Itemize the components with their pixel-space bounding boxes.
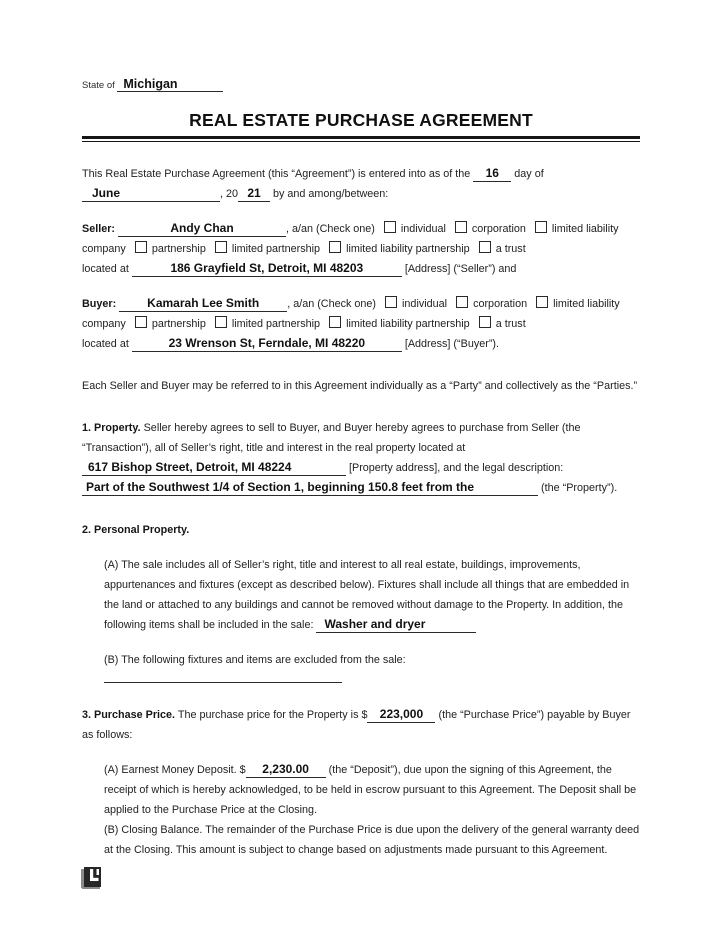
section-3-purchase-price (82, 705, 640, 745)
located-at-label: located at (82, 263, 129, 275)
section-1-body (82, 418, 640, 458)
checkbox-icon[interactable] (479, 241, 491, 253)
section-2-para-b-text: (B) The following fixtures and items are excluded from the sale: (104, 654, 406, 666)
legal-description-suffix: (the “Property”). (541, 482, 618, 494)
option-label: limited partnership (231, 318, 321, 330)
checkbox-icon[interactable] (329, 241, 341, 253)
intro-text-before-day: This Real Estate Purchase Agreement (this “Agreement”) is entered into as of the (82, 168, 471, 180)
excluded-items-blank[interactable] (104, 682, 342, 683)
seller-name-field[interactable]: Andy Chan (118, 221, 286, 237)
seller-address-field[interactable]: 186 Grayfield St, Detroit, MI 48203 (132, 261, 402, 277)
seller-option-corporation[interactable] (446, 223, 526, 235)
deposit-text-before: (A) Earnest Money Deposit. $ (104, 764, 246, 776)
section-3-heading: 3. Purchase Price. (82, 709, 176, 721)
option-label: limited liability company (82, 298, 620, 330)
section-3-para-a (104, 760, 640, 820)
buyer-name-field[interactable]: Kamarah Lee Smith (119, 296, 287, 312)
checkbox-icon[interactable] (455, 221, 467, 233)
buyer-label: Buyer: (82, 298, 117, 310)
option-label: corporation (473, 298, 528, 310)
checkbox-icon[interactable] (215, 241, 227, 253)
parties-clause: Each Seller and Buyer may be referred to in this Agreement individually as a “Party” and collectively as the “Parties.” (82, 380, 638, 392)
seller-check-one-lines (82, 219, 640, 259)
property-address-field[interactable]: 617 Bishop Street, Detroit, MI 48224 (82, 460, 346, 476)
seller-option-individual[interactable] (375, 223, 446, 235)
buyer-check-one-lines (82, 294, 640, 334)
option-label: individual (402, 298, 448, 310)
section-1-text: Seller hereby agrees to sell to Buyer, and Buyer hereby agrees to purchase from Seller (the “Transaction”), all of Seller’s right, title and interest in the real property located at (82, 422, 581, 454)
seller-option-llp[interactable] (320, 243, 470, 255)
section-3-text-before: The purchase price for the Property is $ (177, 709, 368, 721)
year-field[interactable]: 21 (238, 186, 270, 202)
buyer-option-trust[interactable] (470, 318, 526, 330)
seller-aan-text: , a/an (Check one) (286, 223, 375, 235)
section-1-heading: 1. Property. (82, 422, 141, 434)
option-label: limited liability partnership (346, 243, 470, 255)
seller-label: Seller: (82, 223, 116, 235)
buyer-option-individual[interactable] (376, 298, 447, 310)
buyer-option-corporation[interactable] (447, 298, 527, 310)
checkbox-icon[interactable] (384, 221, 396, 233)
option-label: partnership (151, 243, 206, 255)
checkbox-icon[interactable] (329, 316, 341, 328)
seller-option-limited-partnership[interactable] (206, 243, 320, 255)
buyer-address-suffix: [Address] (“Buyer”). (404, 338, 500, 350)
option-label: a trust (495, 243, 526, 255)
page-title: REAL ESTATE PURCHASE AGREEMENT (189, 110, 533, 130)
purchase-price-field[interactable]: 223,000 (367, 707, 435, 723)
option-label: limited liability partnership (346, 318, 470, 330)
section-2-heading: 2. Personal Property. (82, 524, 190, 536)
checkbox-icon[interactable] (535, 221, 547, 233)
day-field[interactable]: 16 (473, 166, 511, 182)
legal-templates-logo-icon (80, 866, 106, 894)
option-label: limited partnership (231, 243, 321, 255)
property-address-line (82, 458, 640, 478)
located-at-label: located at (82, 338, 129, 350)
title-rule (82, 136, 640, 142)
intro-text-after-day: day of (514, 168, 544, 180)
deposit-text-after: (the “Deposit”), due upon the signing of this Agreement, the receipt of which is hereby acknowledged, to be held in escrow pursuant to this Agreement. The Deposit shall be applied to the Purchase Price at the Closing. (104, 764, 637, 816)
section-2-para-b (104, 650, 640, 690)
buyer-option-partnership[interactable] (126, 318, 206, 330)
buyer-located-line (82, 334, 640, 354)
buyer-section (82, 294, 640, 354)
section-2-para-a (104, 555, 640, 635)
seller-option-trust[interactable] (470, 243, 526, 255)
state-label: State of (82, 80, 115, 91)
section-2-heading-line (82, 520, 640, 540)
checkbox-icon[interactable] (536, 296, 548, 308)
checkbox-icon[interactable] (456, 296, 468, 308)
seller-option-partnership[interactable] (126, 243, 206, 255)
month-field[interactable]: June (82, 186, 220, 202)
included-items-field[interactable]: Washer and dryer (316, 617, 476, 633)
checkbox-icon[interactable] (385, 296, 397, 308)
intro-year-prefix: , 20 (220, 188, 239, 200)
option-label: limited liability company (82, 223, 619, 255)
state-field[interactable]: Michigan (117, 77, 223, 92)
buyer-option-llp[interactable] (320, 318, 470, 330)
checkbox-icon[interactable] (215, 316, 227, 328)
section-2-para-a-text: (A) The sale includes all of Seller’s right, title and interest to all real estate, buildings, improvements, appurtenances and fixtures (except as described below). Fixtures shall include all things that are embedded in the land or attached to any buildings and cannot be removed without damage to the Property. In addition, the following items shall be included in the sale: (104, 559, 630, 631)
buyer-aan-text: , a/an (Check one) (287, 298, 377, 310)
seller-address-suffix: [Address] (“Seller”) and (404, 263, 517, 275)
intro-text-after-year: by and among/between: (273, 188, 389, 200)
section-3-text-after: (the “Purchase Price”) payable by Buyer as follows: (82, 709, 631, 741)
state-of-line (82, 76, 640, 96)
intro-clause (82, 164, 640, 204)
option-label: individual (400, 223, 446, 235)
option-label: partnership (151, 318, 206, 330)
section-1-property (82, 418, 640, 498)
checkbox-icon[interactable] (479, 316, 491, 328)
seller-located-line (82, 259, 640, 279)
seller-section (82, 219, 640, 279)
option-label: corporation (471, 223, 526, 235)
checkbox-icon[interactable] (135, 241, 147, 253)
property-address-suffix: [Property address], and the legal description: (349, 462, 564, 474)
deposit-field[interactable]: 2,230.00 (246, 762, 326, 778)
legal-description-line (82, 478, 640, 498)
option-label: a trust (495, 318, 526, 330)
checkbox-icon[interactable] (135, 316, 147, 328)
buyer-address-field[interactable]: 23 Wrenson St, Ferndale, MI 48220 (132, 336, 402, 352)
buyer-option-limited-partnership[interactable] (206, 318, 320, 330)
section-3-para-b: (B) Closing Balance. The remainder of the Purchase Price is due upon the delivery of the general warranty deed at the Closing. This amount is subject to change based on adjustments made pursuant to this Agreement. (104, 824, 640, 856)
legal-description-field[interactable]: Part of the Southwest 1/4 of Section 1, beginning 150.8 feet from the (82, 480, 538, 496)
